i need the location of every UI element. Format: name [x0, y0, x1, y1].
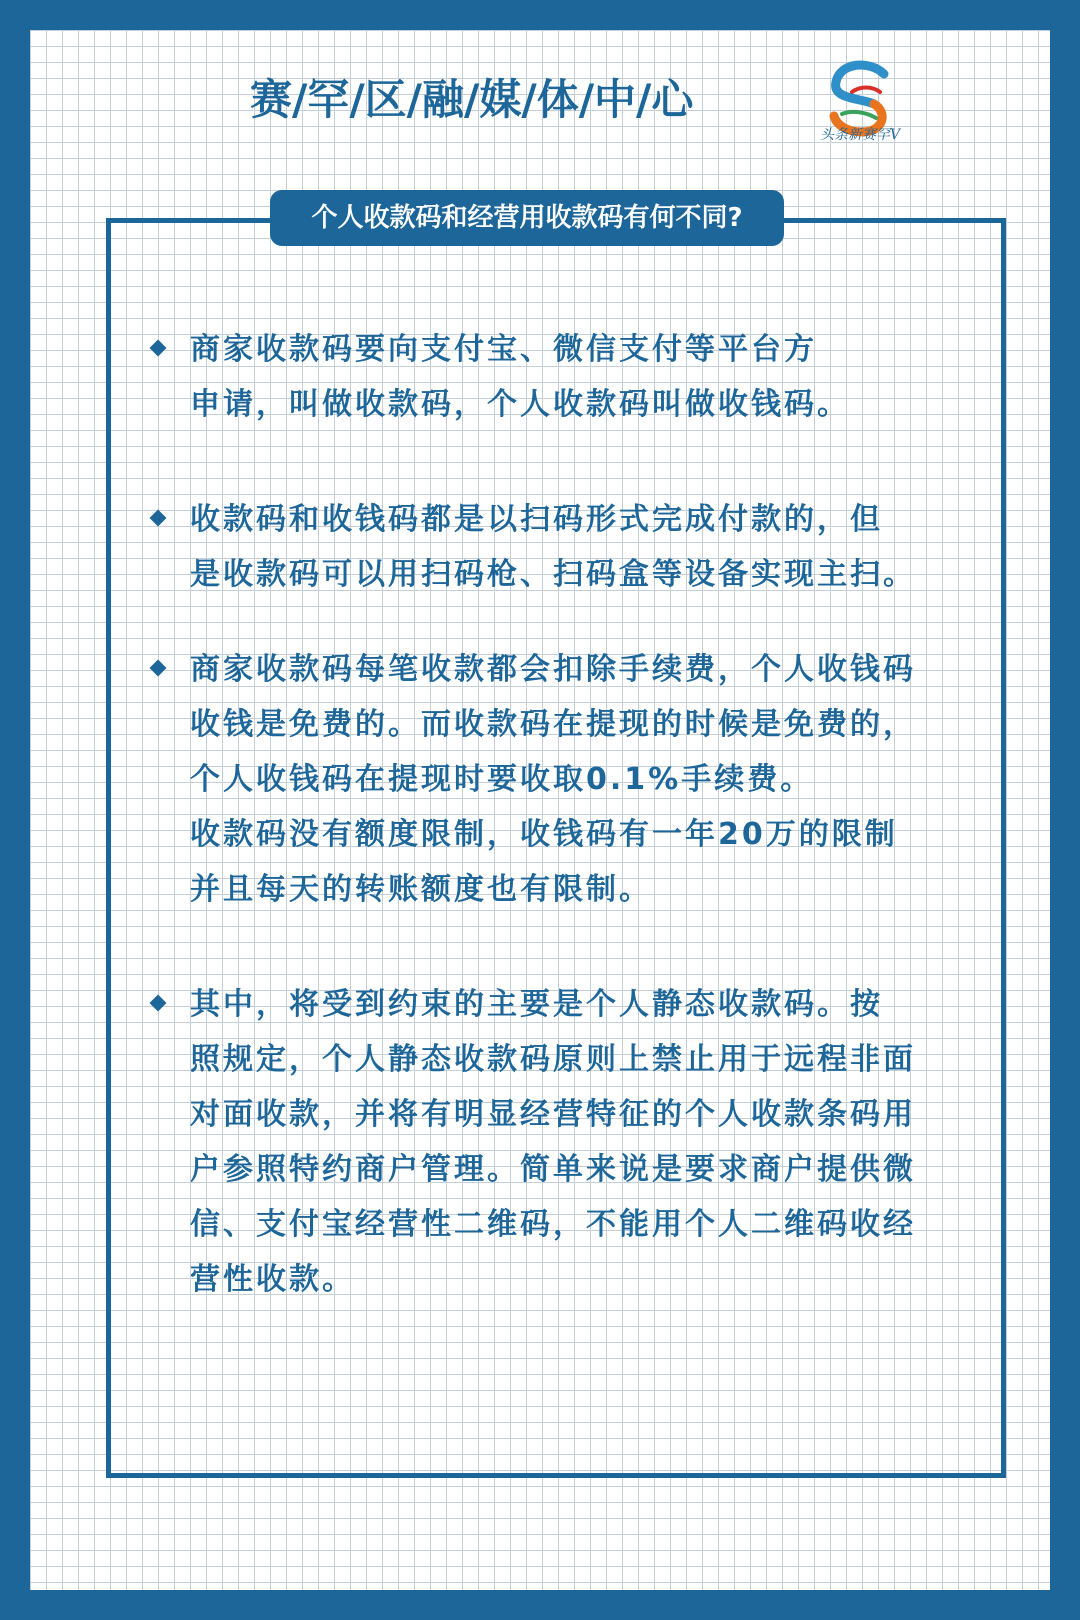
bullet-line: 个人收钱码在提现时要收取0.1%手续费。	[190, 762, 814, 797]
bullet-line: 信、支付宝经营性二维码，不能用个人二维码收经	[190, 1207, 916, 1242]
bullet-line: 收钱是免费的。而收款码在提现的时候是免费的，	[190, 707, 916, 742]
bullet-line: 申请，叫做收款码，个人收款码叫做收钱码。	[190, 387, 850, 422]
box-title: 个人收款码和经营用收款码有何不同?	[270, 190, 784, 246]
bullet-line: 商家收款码每笔收款都会扣除手续费，个人收钱码	[190, 652, 916, 687]
bullet-line: 商家收款码要向支付宝、微信支付等平台方	[190, 332, 817, 367]
logo-caption: 头条新赛罕V	[820, 127, 901, 143]
bullet-line: 收款码和收钱码都是以扫码形式完成付款的，但	[190, 502, 883, 537]
page-title: 赛/罕/区/融/媒/体/中/心	[250, 75, 694, 124]
bullet-line: 其中，将受到约束的主要是个人静态收款码。按	[190, 987, 883, 1022]
bullet-line: 对面收款，并将有明显经营特征的个人收款条码用	[190, 1097, 916, 1132]
bullet-line: 营性收款。	[190, 1262, 355, 1297]
bullet-line: 收款码没有额度限制，收钱码有一年20万的限制	[190, 817, 898, 852]
bullet-line: 户参照特约商户管理。简单来说是要求商户提供微	[190, 1152, 916, 1187]
bullet-line: 并且每天的转账额度也有限制。	[190, 872, 652, 907]
bullet-line: 照规定，个人静态收款码原则上禁止用于远程非面	[190, 1042, 916, 1077]
bullet-line: 是收款码可以用扫码枪、扫码盒等设备实现主扫。	[190, 557, 916, 592]
